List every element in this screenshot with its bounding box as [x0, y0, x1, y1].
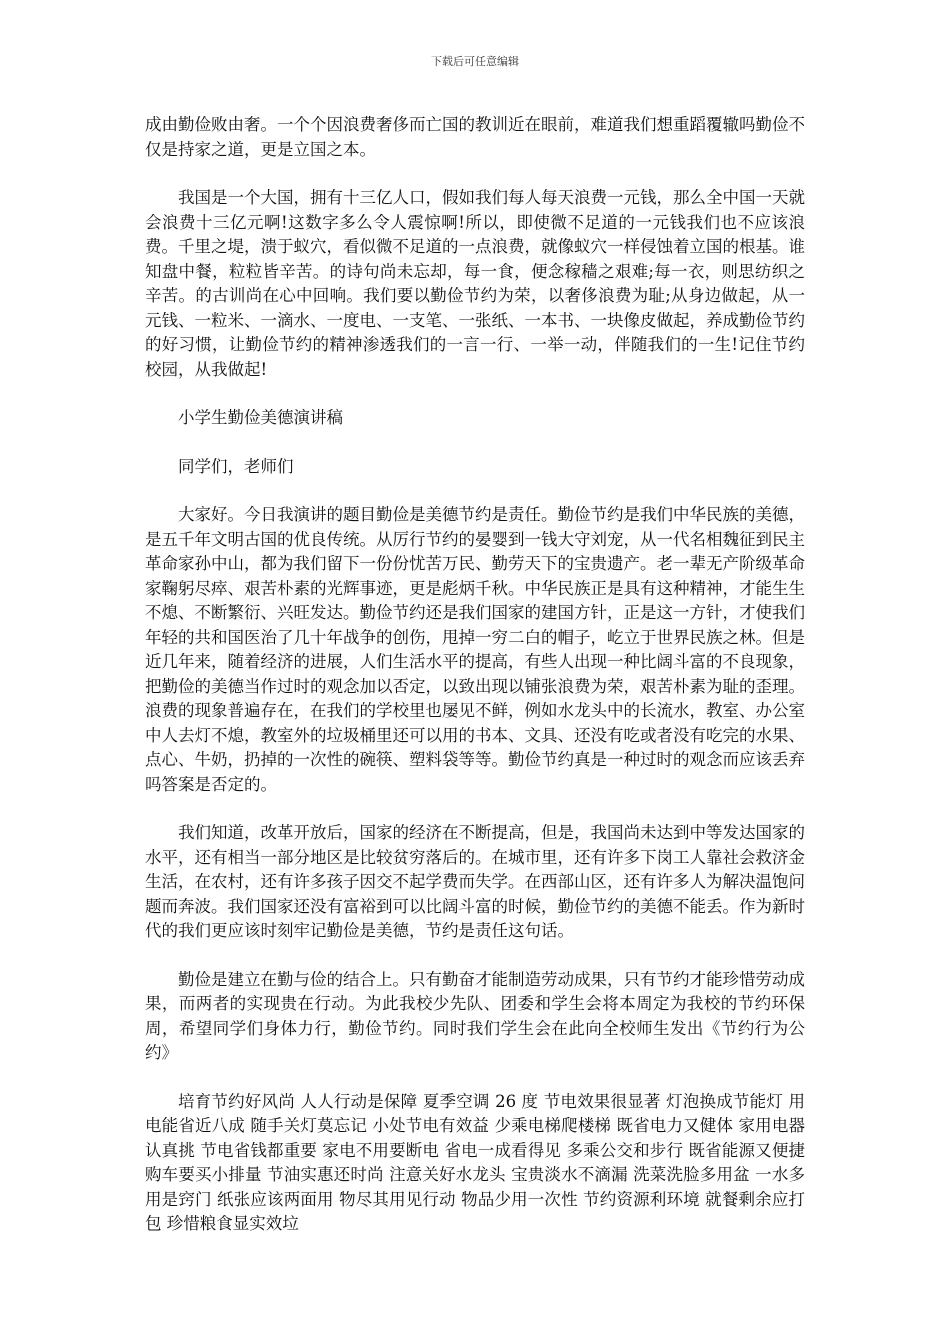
salutation: 同学们，老师们	[178, 456, 294, 476]
paragraph: 我国是一个大国，拥有十三亿人口，假如我们每人每天浪费一元钱，那么全中国一天就会浪费十三亿元啊!这数字多么令人震惊啊!所以，即使微不足道的一元钱我们也不应该浪费。千里之堤，溃于蚁穴，看似微不足道的一点浪费，就像蚁穴一样侵蚀着立国的根基。谁知盘中餐，粒粒皆辛苦。的诗句尚未忘却，每一食，便念稼穑之艰难;每一衣，则思纺织之辛苦。的古训尚在心中回响。我们要以勤俭节约为荣，以奢侈浪费为耻;从身边做起，从一元钱、一粒米、一滴水、一度电、一支笔、一张纸、一本书、一块像皮做起，养成勤俭节约的好习惯，让勤俭节约的精神渗透我们的一言一行、一举一动，伴随我们的一生!记住节约校园，从我做起!	[145, 188, 805, 379]
paragraph: 培育节约好风尚 人人行动是保障 夏季空调 26 度 节电效果很显著 灯泡换成节能灯 用电能省近八成 随手关灯莫忘记 小处节电有效益 少乘电梯爬楼梯 既省电力又健体 家用电器认真挑 节电省钱都重要 家电不用要断电 省电一成看得见 多乘公交和步行 既省能源又便捷 购车要买小排量 节油实惠还时尚 注意关好水龙头 宝贵淡水不滴漏 洗菜洗脸多用盆 一水多用是窍门 纸张应该两面用 物尽其用见行动 物品少用一次性 节约资源利环境 就餐剩余应打包 珍惜粮食显实效垃	[145, 1091, 805, 1233]
section-title: 小学生勤俭美德演讲稿	[178, 408, 343, 427]
page-header: 下载后可任意编辑	[431, 55, 519, 68]
paragraph: 我们知道，改革开放后，国家的经济在不断提高，但是，我国尚未达到中等发达国家的水平，还有相当一部分地区是比较贫穷落后的。在城市里，还有许多下岗工人靠社会救济金生活，在农村，还有许多孩子因交不起学费而失学。在西部山区，还有许多人为解决温饱问题而奔波。我们国家还没有富裕到可以比阔斗富的时候，勤俭节约的美德不能丢。作为新时代的我们更应该时刻牢记勤俭是美德，节约是责任这句话。	[145, 823, 805, 940]
document-body	[145, 113, 805, 1261]
paragraph: 成由勤俭败由奢。一个个因浪费奢侈而亡国的教训近在眼前，难道我们想重蹈覆辙吗勤俭不仅是持家之道，更是立国之本。	[145, 115, 805, 159]
paragraph: 大家好。今日我演讲的题目勤俭是美德节约是责任。勤俭节约是我们中华民族的美德，是五千年文明古国的优良传统。从厉行节约的晏婴到一钱大守刘宠，从一代名相魏征到民主革命家孙中山，都为我们留下一份份忧苦万民、勤劳天下的宝贵遗产。老一辈无产阶级革命家鞠躬尽瘁、艰苦朴素的光辉事迹，更是彪炳千秋。中华民族正是具有这种精神，才能生生不熄、不断繁衍、兴旺发达。勤俭节约还是我们国家的建国方针，正是这一方针，才使我们年轻的共和国医治了几十年战争的创伤，甩掉一穷二白的帽子，屹立于世界民族之林。但是近几年来，随着经济的进展，人们生活水平的提高，有些人出现一种比阔斗富的不良现象，把勤俭的美德当作过时的观念加以否定，以致出现以铺张浪费为荣，艰苦朴素为耻的歪理。浪费的现象普遍存在，在我们的学校里也屡见不鲜，例如水龙头中的长流水，教室、办公室中人去灯不熄，教室外的垃圾桶里还可以用的书本、文具、还没有吃或者没有吃完的水果、点心、牛奶，扔掉的一次性的碗筷、塑料袋等等。勤俭节约真是一种过时的观念而应该丢弃吗答案是否定的。	[145, 505, 805, 794]
paragraph: 勤俭是建立在勤与俭的结合上。只有勤奋才能制造劳动成果，只有节约才能珍惜劳动成果，而两者的实现贵在行动。为此我校少先队、团委和学生会将本周定为我校的节约环保周，希望同学们身体力行，勤俭节约。同时我们学生会在此向全校师生发出《节约行为公约》	[145, 969, 805, 1062]
